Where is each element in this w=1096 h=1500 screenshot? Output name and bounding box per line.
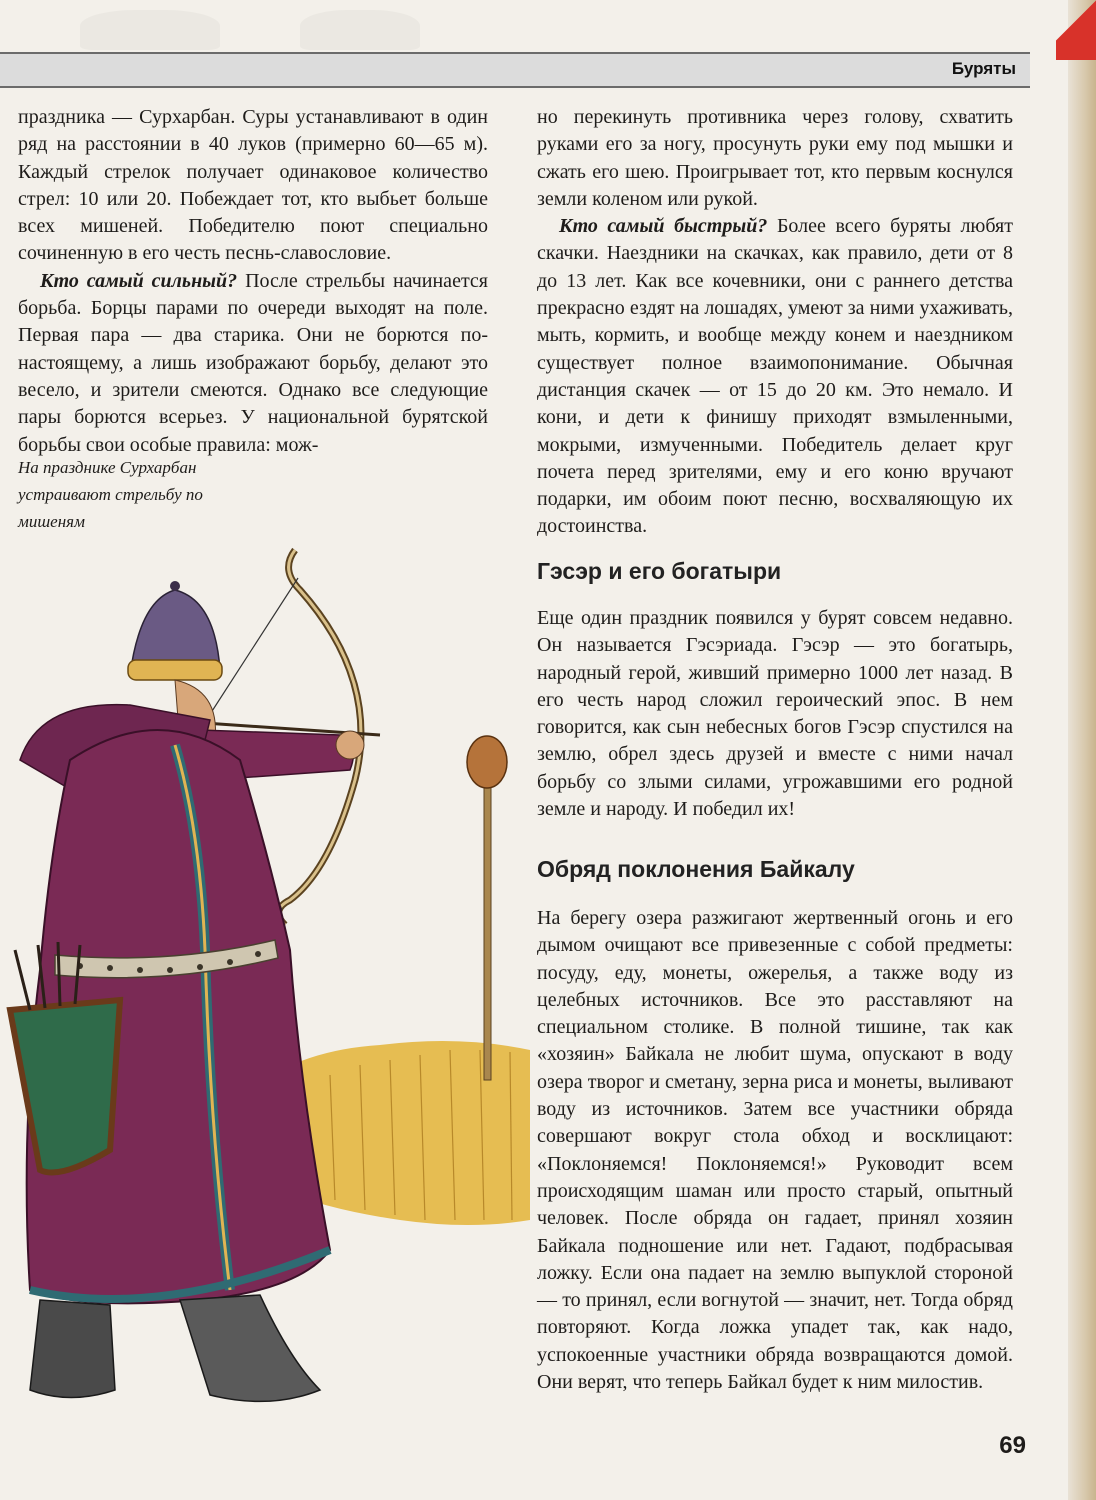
section-heading: Обряд поклонения Байкалу [537, 856, 855, 882]
paragraph: Еще один праздник появился у бурят совсем недавно. Он называется Гэсэриада. Гэсэр — это богатырь, народный герой, живший примерно 1000 лет назад. В его честь народ сложил героический эпос. В нем говорится, как сын небесных богов Гэсэр спустился на землю, обрел здесь друзей и вместе с ними начал борьбу со злыми силами, угрожавшими его родной земле и народу. И победил их! [537, 607, 1013, 821]
baikal-section [537, 905, 1013, 1396]
paragraph-lead: Кто самый сильный? [40, 269, 238, 292]
paragraph: но перекинуть противника через голову, схватить руками его за ногу, просунуть руки ему под мышки и сжать его шею. Проигрывает тот, кто первым коснулся земли коленом или рукой. [537, 106, 1013, 210]
target-pole [484, 780, 491, 1080]
background-ghost-art [300, 10, 420, 50]
illustration-caption: На празднике Сурхарбан устраивают стрельбу по мишеням [18, 458, 203, 531]
paragraph: праздника — Сурхарбан. Суры устанавливают в один ряд на расстоянии в 40 луков (примерно 60—65 м). Каждый стрелок получает одинаковое количество стрел: 10 или 20. Побеждает тот, кто выбьет больше всех мишеней. Победителю поют специально сочиненную в его честь песнь-славословие. [18, 106, 488, 265]
archer-hand [336, 731, 364, 759]
paragraph: На берегу озера разжигают жертвенный огонь и его дымом очищают все привезенные с собой предметы: посуду, еду, монеты, ожерелья, а также воду из целебных источников. Все это расставляют на специальном столике. В полной тишине, так как «хозяин» Байкала не любит шума, опускают в воду озера творог и сметану, зерна риса и монеты, выливают воду из источников. Затем все участники обряда совершают вокруг стола обход и восклицают: «Поклоняемся! Поклоняемся!» Руководит всем происходящим шаман или просто старый, опытный человек. После обряда он гадает, принял хозяин Байкала подношение или нет. Гадают, подбрасывая ложку. Если она падает на землю выпуклой стороной — то принял, если вогнутой — значит, нет. Тогда обряд повторяют. Когда ложка упадет так, как надо, успокоенные участники обряда возвращаются домой. Они верят, что теперь Байкал будет к ним милостив. [537, 907, 1013, 1394]
corner-color-mark [1056, 0, 1096, 60]
running-header [0, 52, 1030, 88]
bowstring [205, 578, 298, 722]
paragraph-lead: Кто самый быстрый? [559, 215, 768, 238]
paragraph-body: После стрельбы начинается борьба. Борцы парами по очереди выходят на поле. Первая пара — два старика. Они не борются по-настоящему, а лишь изображают борьбу, делают это весело, и зрители смеются. Однако все следующие пары борются всерьез. У национальной бурятской борьбы свои особые правила: мож- [18, 269, 488, 456]
paragraph-body: Более всего буряты любят скачки. Наездники на скачках, как правило, дети от 8 до 13 лет. Как все кочевники, они с раннего детства прекрасно ездят на лошадях, умеют за ними ухаживать, мыть, кормить, и вообще между конем и наездником существует полное взаимопонимание. Обычная дистанция скачек — от 15 до 20 км. Это немало. И кони, и дети к финишу приходят взмыленными, мокрыми, измученными. Победитель делает круг почета перед зрителями, ему и его коню вручают подарки, им обоим поют песню, восхваляющую их достоинства. [537, 215, 1013, 538]
archer-boot-left [30, 1300, 115, 1398]
left-column [18, 104, 488, 459]
section-heading: Гэсэр и его богатыри [537, 558, 782, 584]
paragraph [18, 268, 488, 459]
right-column-top [537, 104, 1013, 541]
page-number: 69 [999, 1432, 1026, 1459]
background-ghost-art [80, 10, 220, 50]
archer-boot-right [180, 1295, 320, 1401]
paragraph [537, 213, 1013, 541]
target-ball [467, 736, 507, 788]
section-title: Буряты [951, 59, 1016, 78]
hat-knob [170, 581, 180, 591]
hat-band [128, 660, 222, 680]
geser-section [537, 605, 1013, 823]
archer-illustration [0, 530, 530, 1420]
page-binding-edge [1068, 0, 1096, 1500]
